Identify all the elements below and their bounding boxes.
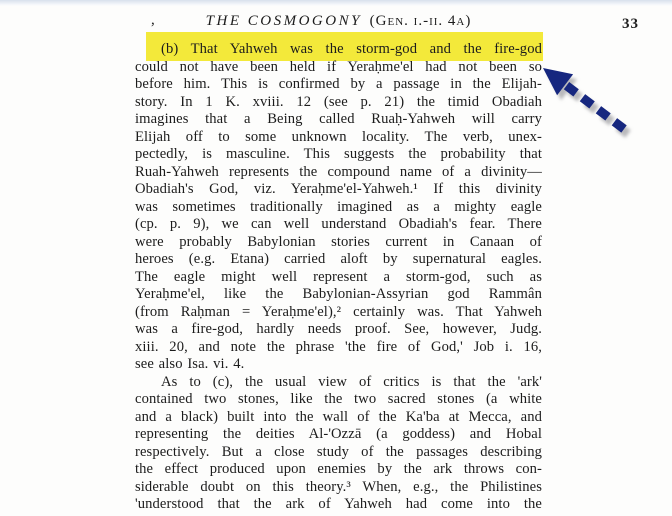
text-line: 'understood that the ark of Yahweh had come into the (135, 496, 542, 512)
text-line: Yeraḥme'el, like the Babylonian-Assyrian god Rammân (135, 286, 542, 302)
page-number: 33 (622, 16, 639, 32)
text-line: Obadiah's God, viz. Yeraḥme'el-Yahweh.¹ If this divinity (135, 181, 542, 197)
text-line: xiii. 20, and note the phrase 'the fire of God,' Job i. 16, (135, 338, 542, 355)
body-text (135, 41, 542, 514)
page-title-reference: (Gen. i.-ii. 4a) (369, 13, 472, 29)
text-line: Elijah off to some unknown locality. The verb, unex- (135, 128, 542, 145)
text-line: and a black) built into the wall of the Ka'ba at Mecca, and (135, 408, 542, 425)
dashed-arrow-annotation-icon (533, 57, 637, 141)
text-line: (cp. p. 9), we can well understand Obadiah's fear. There (135, 216, 542, 232)
text-line: the effect produced upon enemies by the ark throws con- (135, 461, 542, 477)
text-line: pectedly, is masculine. This suggests the probability that (135, 146, 542, 162)
text-line: Ruah-Yahweh represents the compound name of a divinity— (135, 163, 542, 180)
scan-stray-mark: , (151, 12, 155, 28)
text-line: contained two stones, like the two sacred stones (a white (135, 391, 542, 407)
text-line: imagines that a Being called Ruaḥ-Yahweh will carry (135, 111, 542, 127)
text-line: was a fire-god, hardly needs proof. See, however, Judg. (135, 321, 542, 337)
text-line: The eagle might well represent a storm-god, such as (135, 268, 542, 285)
text-line: was sometimes traditionally imagined as a mighty eagle (135, 198, 542, 215)
text-line: see also Isa. vi. 4. (135, 356, 245, 372)
text-line: were probably Babylonian stories current in Canaan of (135, 233, 542, 250)
text-line: (from Raḥman = Yeraḥme'el),² certainly was. That Yahweh (135, 303, 542, 320)
text-line: heroes (e.g. Etana) carried aloft by supernatural eagles. (135, 251, 542, 267)
text-line: (b) That Yahweh was the storm-god and the fire-god (161, 41, 542, 57)
text-line: could not have been held if Yeraḥme'el had not been so (135, 58, 542, 75)
text-line: As to (c), the usual view of critics is that the 'ark' (161, 373, 542, 390)
text-line: siderable doubt on this theory.³ When, e.g., the Philistines (135, 478, 542, 495)
text-line: before him. This is confirmed by a passage in the Elijah- (135, 76, 542, 92)
text-line: story. In 1 K. xviii. 12 (see p. 21) the timid Obadiah (135, 93, 542, 110)
running-header (135, 13, 542, 30)
text-line: representing the deities Al-'Ozzā (a goddess) and Hobal (135, 426, 542, 442)
page-title: THE COSMOGONY (205, 13, 362, 29)
text-line: respectively. But a close study of the passages describing (135, 443, 542, 460)
